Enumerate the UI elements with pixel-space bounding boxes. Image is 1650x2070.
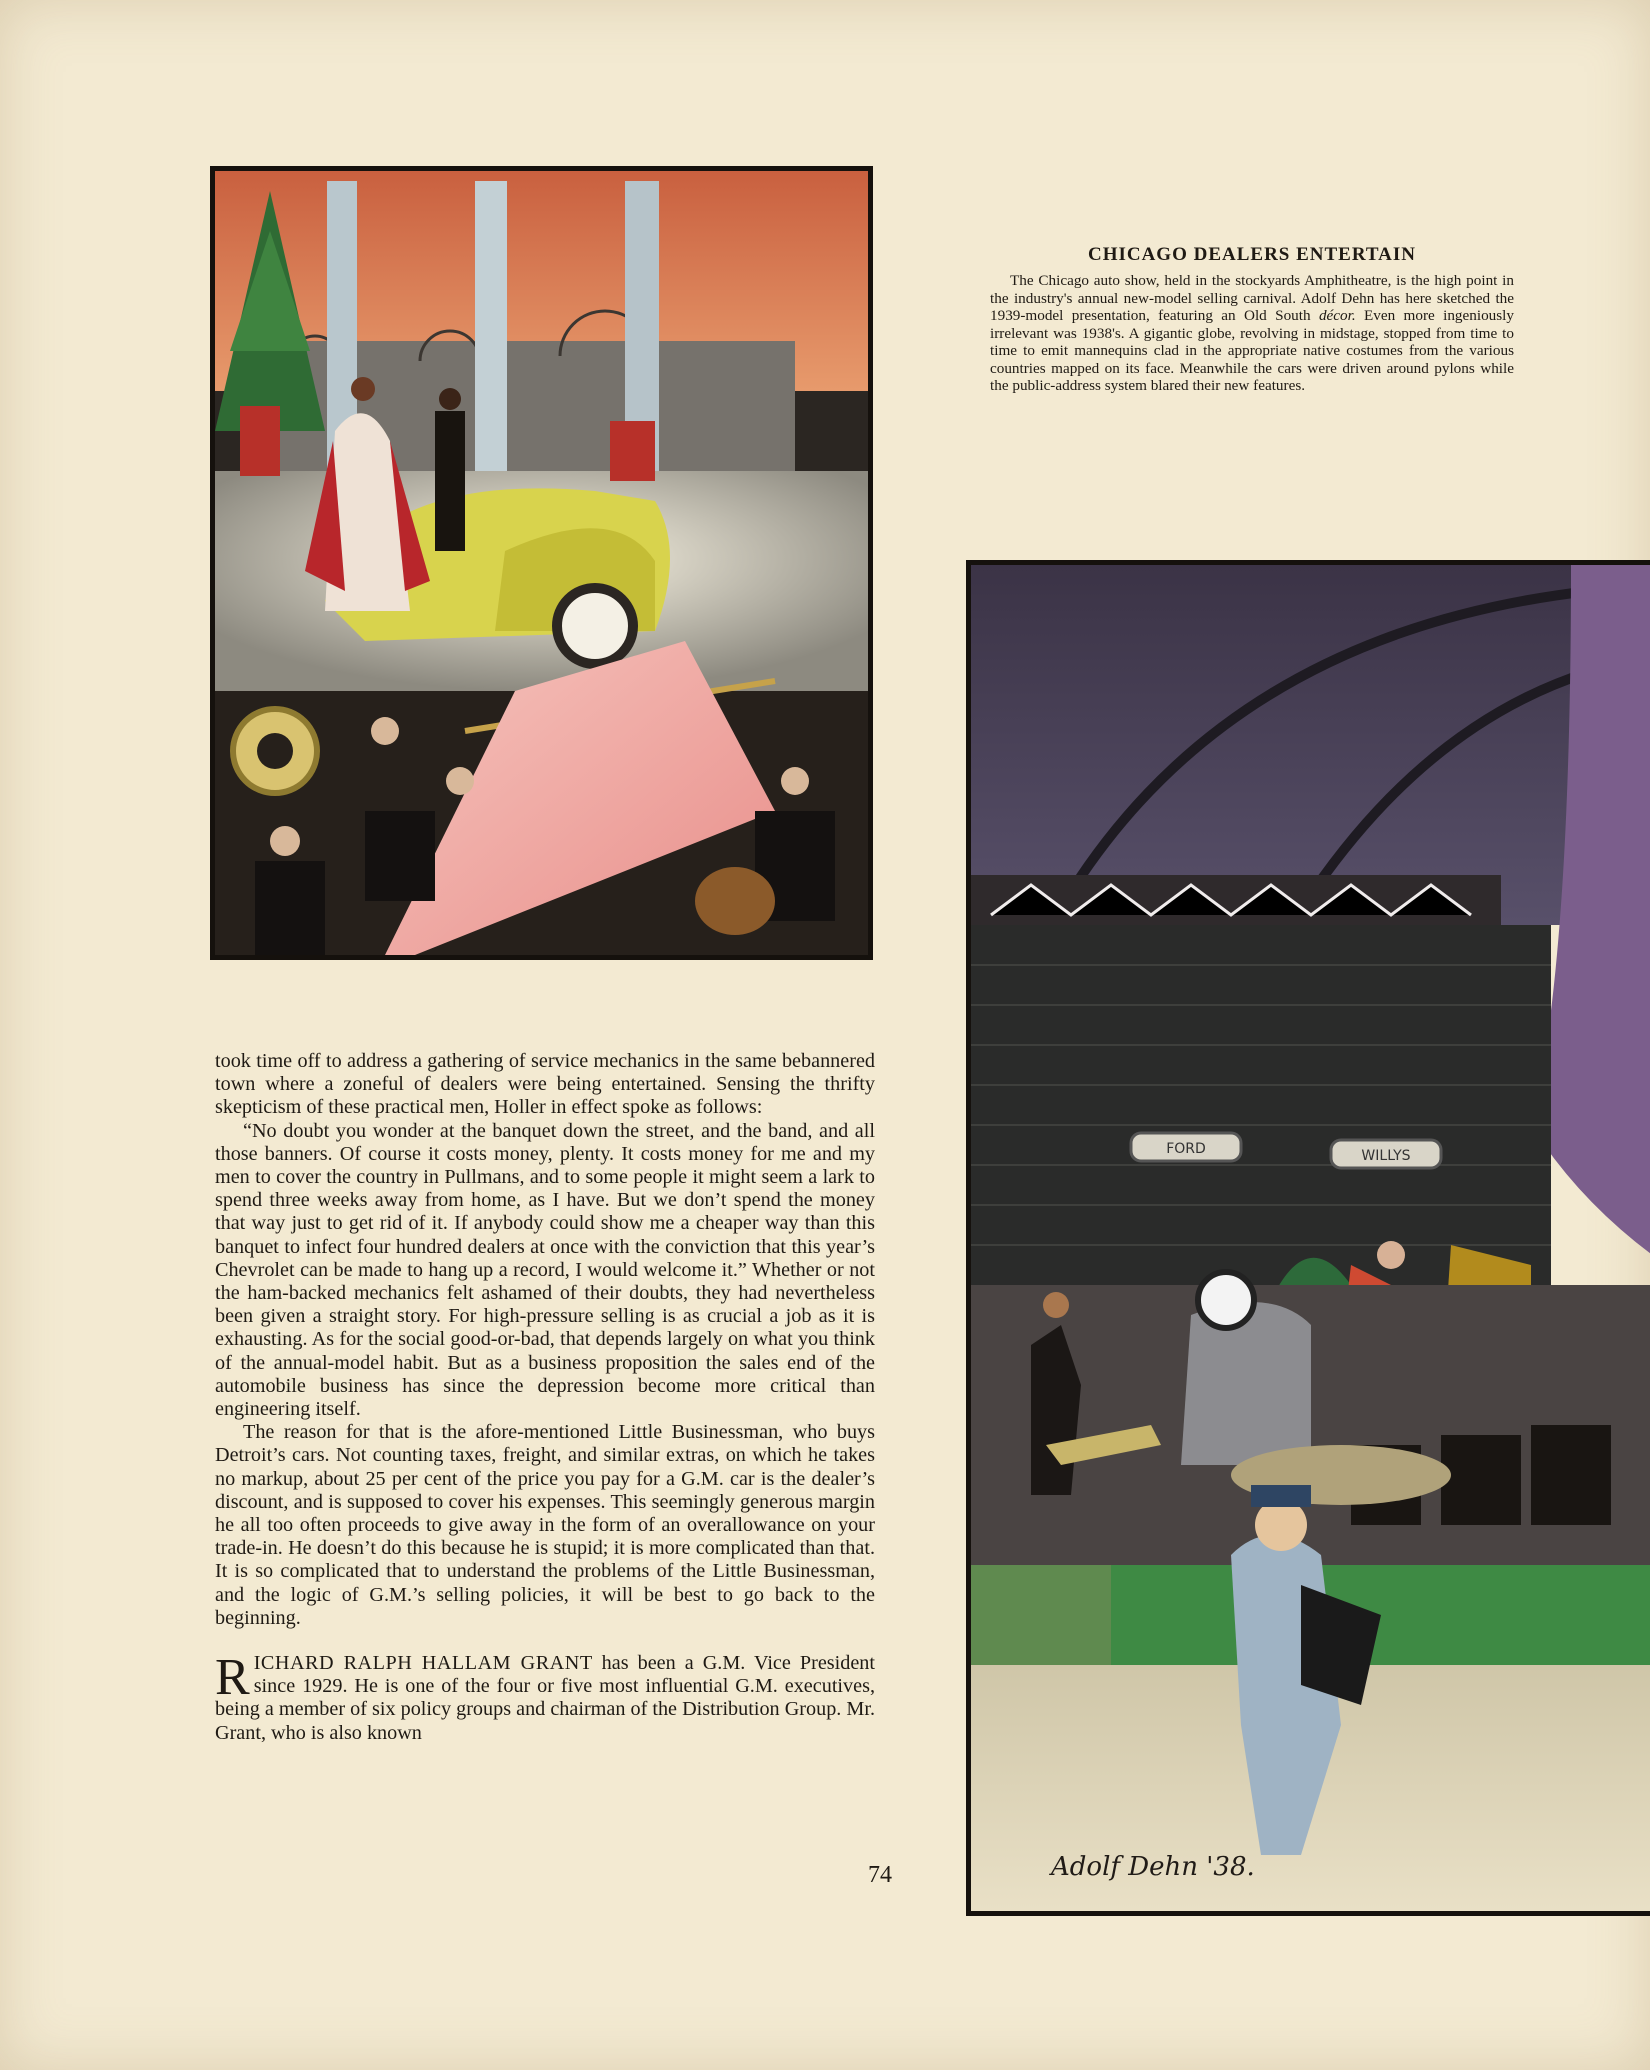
caption-title: CHICAGO DEALERS ENTERTAIN: [1087, 244, 1417, 265]
amphitheatre-artwork: [971, 565, 1650, 1911]
body-paragraph-4-text: has been a G.M. Vice President since 1929. He is one of the four or five most influential G.M. executives, being a member of six policy groups and chairman of the Distribution Group. Mr. Grant, who is also known: [215, 1652, 875, 1744]
banner-right-text: WILLYS: [1361, 1148, 1411, 1164]
amphitheatre-auto-show-illustration: [966, 560, 1650, 1916]
caption-text-part-1: The Chicago auto show, held in the stockyards Amphitheatre, is the high point in the industry's annual new-model selling carnival. Adolf Dehn has here sketched the 1939-model presentation, featuring an Old South: [990, 272, 1514, 324]
body-paragraph-4: [215, 1649, 875, 1745]
caption-text-italic: décor.: [1318, 307, 1356, 324]
body-paragraph-2: “No doubt you wonder at the banquet down the street, and the band, and all those banners. Of course it costs money, plenty. It costs money for me and my men to cover the country in Pullmans, and to some people it might seem a lark to spend three weeks away from home, as I have. But we don’t spend the money that way just to get rid of it. If anybody could show me a cheaper way than this banquet to infect four hundred dealers at once with the conviction that this year’s Chevrolet can be made to hang up a record, I would welcome it.” Whether or not the ham-backed mechanics felt ashamed of their doubts, they had nevertheless been given a straight story. For high-pressure selling is as crucial a job as it is exhausting. As for the social good-or-bad, that depends largely on what you think of the annual-model habit. But as a business proposition the sales end of the automobile business has since the depression become more critical than engineering itself.: [215, 1119, 875, 1421]
old-south-stage-artwork: [215, 171, 868, 955]
page-number: 74: [868, 1862, 892, 1888]
caption-text: [990, 272, 1514, 395]
body-paragraph-3: The reason for that is the afore-mentioned Little Businessman, who buys Detroit’s cars. Not counting taxes, freight, and similar extras, on which he takes no markup, about 25 per cent of the price you pay for a G.M. car is the dealer’s discount, and is supposed to cover his expenses. This seemingly generous margin he all too often proceeds to give away in the form of an overallowance on your trade-in. He doesn’t do this because he is stupid; it is more complicated than that. It is so complicated that to understand the problems of the Little Businessman, and the logic of G.M.’s selling policies, it will be best to go back to the beginning.: [215, 1421, 875, 1629]
article-body: [215, 1050, 875, 1745]
artist-signature: Adolf Dehn '38.: [1051, 1852, 1255, 1882]
drop-cap: R: [215, 1649, 250, 1707]
banner-left-text: FORD: [1166, 1141, 1206, 1157]
caption-text-part-2: Even more ingeniously irrelevant was 1938's. A gigantic globe, revolving in midstage, stopped from time to time to emit mannequins clad in the appropriate native costumes from the various countries mapped on its face. Meanwhile the cars were driven around pylons while the public-address system blared their new features.: [990, 307, 1514, 394]
body-paragraph-1: took time off to address a gathering of service mechanics in the same bebannered town where a zoneful of dealers were being entertained. Sensing the thrifty skepticism of these practical men, Holler in effect spoke as follows:: [215, 1050, 875, 1119]
illustration-caption: [990, 244, 1514, 395]
old-south-stage-illustration: [210, 166, 873, 960]
name-caps: ICHARD RALPH HALLAM GRANT: [253, 1652, 593, 1675]
